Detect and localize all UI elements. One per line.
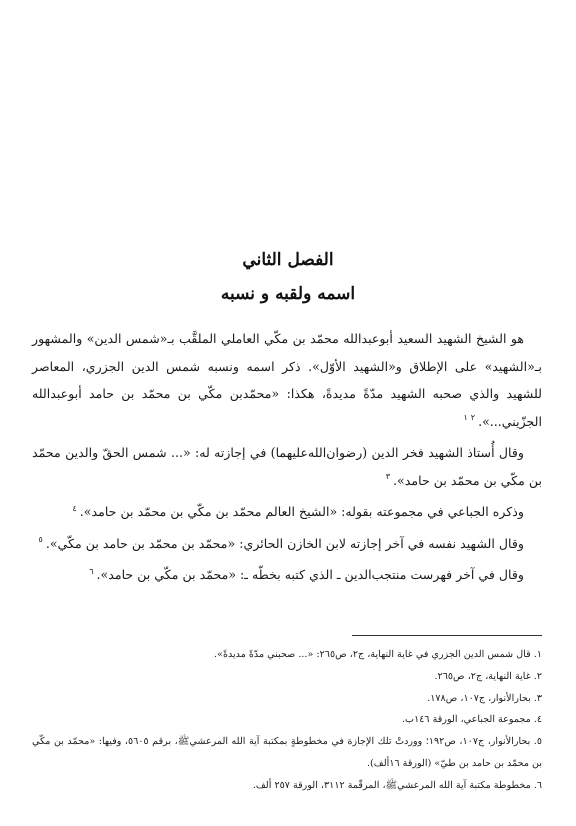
- paragraph: [32, 325, 542, 435]
- section-title: اسمه ولقبه و نسبه: [220, 284, 356, 304]
- footnote: ٥. بحارالأنوار، ج١٠٧، ص١٩٢؛ ووردتْ تلك الإجازة في مخطوطةٍ بمكتبة آية الله المرعشي‌ﷺ، برقم ٥٦٠٥، وفيها: «محمّد بن مكّي بن محمّد بن حامد بن طيّ» (الورقة ١٦ألف).: [32, 736, 543, 769]
- footnotes: [32, 644, 542, 797]
- footnote-ref: ٢: [470, 413, 476, 423]
- footnote: ١. قال شمس الدين الجزري في غاية النهاية، ج٢، ص٢٦٥: «... صحبني مدّةً مديدةً».: [214, 649, 542, 660]
- paragraph-text: وقال أُستاذ الشهيد فخر الدين (رضوان‌الله‌عليهما) في إجازته له: «... شمس الحقّ والدين محمّد بن مكّي بن محمّد بن حامد».: [32, 445, 542, 488]
- paragraph: [32, 498, 542, 526]
- main-text: [32, 325, 542, 589]
- footnote-ref: ٦: [89, 566, 94, 576]
- chapter-title: الفصل الثاني: [242, 250, 334, 270]
- footnote-ref: ٤: [72, 503, 77, 513]
- paragraph-text: هو الشيخ الشهيد السعيد أبوعبدالله محمّد بن مكّي العاملي الملقَّب بـ«شمس الدين» والمشهور بـ«الشهيد» على الإطلاق و«الشهيد الأوّل». ذكر اسمه ونسبه شمس الدين الجزري، المعاصر للشهيد والذي صحبه الشهيد مدّةً مديدةً، هكذا: «محمّدبن مكّي بن محمّد بن حامد أبوعبدالله الجزّيني...».: [32, 331, 542, 429]
- paragraph-text: وذكره الجباعي في مجموعته بقوله: «الشيخ العالم محمّد بن مكّي بن محمّد بن حامد».: [79, 504, 524, 519]
- paragraph: [32, 439, 542, 494]
- footnote-divider: [352, 635, 542, 636]
- footnote: ٣. بحارالأنوار، ج١٠٧، ص١٧٨.: [427, 692, 542, 704]
- footnote: ٦. مخطوطة مكتبة آية الله المرعشي‌ﷺ، المرقّمة ٣١١٢، الورقة ٢٥٧ ألف.: [252, 779, 542, 791]
- footnote-ref: ٣: [385, 472, 391, 482]
- footnote-ref: ١: [463, 413, 468, 423]
- footnote-ref: ٥: [38, 535, 43, 545]
- paragraph-text: وقال الشهيد نفسه في آخر إجازته لابن الخازن الحائري: «محمّد بن محمّد بن حامد بن مكّي».: [45, 535, 524, 551]
- paragraph: [32, 530, 542, 558]
- footnote: ٢. غاية النهاية، ج٢، ص٢٦٥.: [434, 670, 542, 682]
- paragraph: [32, 561, 542, 589]
- footnote: ٤. مجموعة الجباعي، الورقة ١٤٦ب.: [402, 714, 542, 726]
- paragraph-text: وقال في آخر فهرست منتجب‌الدين ـ الذي كتبه بخطّه ـ: «محمّد بن مكّي بن حامد».: [96, 567, 524, 582]
